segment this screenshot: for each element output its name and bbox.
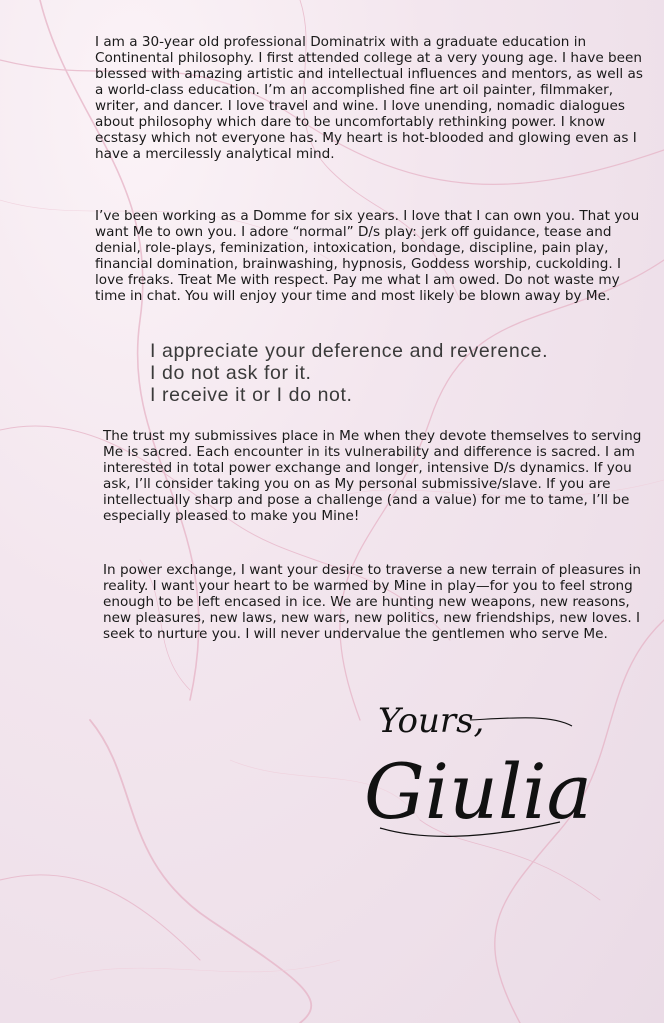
pull-quote	[150, 340, 548, 406]
quote-line: I appreciate your deference and reverence.	[150, 340, 549, 362]
paragraph-power-exchange: In power exchange, I want your desire to traverse a new terrain of pleasures in reality. I want your heart to be warmed by Mine in play—for you to feel strong enough to be left encased in ice. We are hunting new weapons, new reasons, new pleasures, new laws, new wars, new politics, new friendships, new loves. I seek to nurture you. I will never undervalue the gentlemen who serve Me.	[103, 562, 642, 642]
signature-name: Giulia	[364, 747, 592, 836]
signature-closing: Yours,	[378, 701, 485, 741]
quote-line: I receive it or I do not.	[150, 384, 353, 406]
paragraph-experience: I’ve been working as a Domme for six years. I love that I can own you. That you want Me to own you. I adore “normal” D/s play: jerk off guidance, tease and denial, role-plays, feminization, intoxication, bondage, discipline, pain play, financial domination, brainwashing, hypnosis, Goddess worship, cuckolding. I love freaks. Treat Me with respect. Pay me what I am owed. Do not waste my time in chat. You will enjoy your time and most likely be blown away by Me.	[95, 208, 640, 304]
paragraph-trust: The trust my submissives place in Me when they devote themselves to serving Me is sacred. Each encounter in its vulnerability and difference is sacred. I am interested in total power exchange and longer, intensive D/s dynamics. If you ask, I’ll consider taking you on as My personal submissive/slave. If you are intellectually sharp and pose a challenge (and a value) for me to tame, I’ll be especially pleased to make you Mine!	[103, 428, 642, 524]
quote-line: I do not ask for it.	[150, 362, 312, 384]
handwritten-signature	[360, 690, 600, 860]
paragraph-introduction: I am a 30-year old professional Dominatrix with a graduate education in Continental philosophy. I first attended college at a very young age. I have been blessed with amazing artistic and intellectual influences and mentors, as well as a world-class education. I’m an accomplished fine art oil painter, filmmaker, writer, and dancer. I love travel and wine. I love unending, nomadic dialogues about philosophy which dare to be uncomfortably rethinking power. I know ecstasy which not everyone has. My heart is hot-blooded and glowing even as I have a mercilessly analytical mind.	[95, 34, 643, 162]
